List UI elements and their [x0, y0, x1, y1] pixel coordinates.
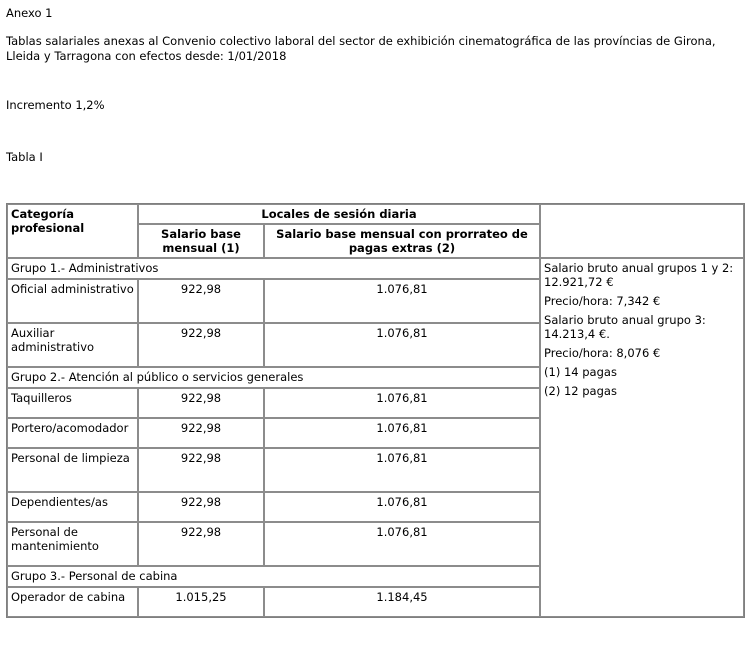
category-cell: Personal de mantenimiento — [7, 522, 138, 566]
prorrateo-cell: 1.076,81 — [264, 448, 540, 492]
base-cell: 922,98 — [138, 279, 264, 323]
prorrateo-cell: 1.076,81 — [264, 522, 540, 566]
header-empty-cell — [540, 204, 744, 258]
side-note: Salario bruto anual grupo 3: 14.213,4 €. — [544, 313, 706, 341]
header-salario-base: Salario base mensual (1) — [138, 224, 264, 258]
prorrateo-cell: 1.076,81 — [264, 323, 540, 367]
base-cell: 1.015,25 — [138, 587, 264, 617]
side-note: Precio/hora: 8,076 € — [544, 346, 661, 360]
side-note: Salario bruto anual grupos 1 y 2: 12.921,72 € — [544, 261, 734, 289]
side-note: Precio/hora: 7,342 € — [544, 294, 661, 308]
prorrateo-cell: 1.184,45 — [264, 587, 540, 617]
prorrateo-cell: 1.076,81 — [264, 418, 540, 448]
category-cell: Auxiliar administrativo — [7, 323, 138, 367]
header-locales: Locales de sesión diaria — [138, 204, 540, 224]
side-note: (1) 14 pagas — [544, 365, 617, 379]
group-row: Grupo 3.- Personal de cabina — [7, 566, 540, 587]
prorrateo-cell: 1.076,81 — [264, 492, 540, 522]
category-cell: Dependientes/as — [7, 492, 138, 522]
header-prorrateo: Salario base mensual con prorrateo de pagas extras (2) — [264, 224, 540, 258]
header-category: Categoría profesional — [7, 204, 138, 258]
increment-text: Incremento 1,2% — [6, 98, 105, 112]
category-cell: Personal de limpieza — [7, 448, 138, 492]
base-cell: 922,98 — [138, 323, 264, 367]
side-note: (2) 12 pagas — [544, 384, 617, 398]
salary-table — [6, 203, 745, 618]
base-cell: 922,98 — [138, 418, 264, 448]
prorrateo-cell: 1.076,81 — [264, 388, 540, 418]
group-row: Grupo 2.- Atención al público o servicios generales — [7, 367, 540, 388]
base-cell: 922,98 — [138, 448, 264, 492]
annex-title: Anexo 1 — [6, 6, 53, 20]
category-cell: Oficial administrativo — [7, 279, 138, 323]
side-notes — [540, 258, 744, 617]
base-cell: 922,98 — [138, 388, 264, 418]
intro-paragraph: Tablas salariales anexas al Convenio colectivo laboral del sector de exhibición cinematográfica de las províncias de Girona, Lleida y Tarragona con efectos desde: 1/01/2018 — [6, 34, 716, 63]
base-cell: 922,98 — [138, 522, 264, 566]
prorrateo-cell: 1.076,81 — [264, 279, 540, 323]
base-cell: 922,98 — [138, 492, 264, 522]
group-row: Grupo 1.- Administrativos — [7, 258, 540, 279]
category-cell: Portero/acomodador — [7, 418, 138, 448]
category-cell: Taquilleros — [7, 388, 138, 418]
table-title: Tabla I — [6, 150, 43, 164]
category-cell: Operador de cabina — [7, 587, 138, 617]
